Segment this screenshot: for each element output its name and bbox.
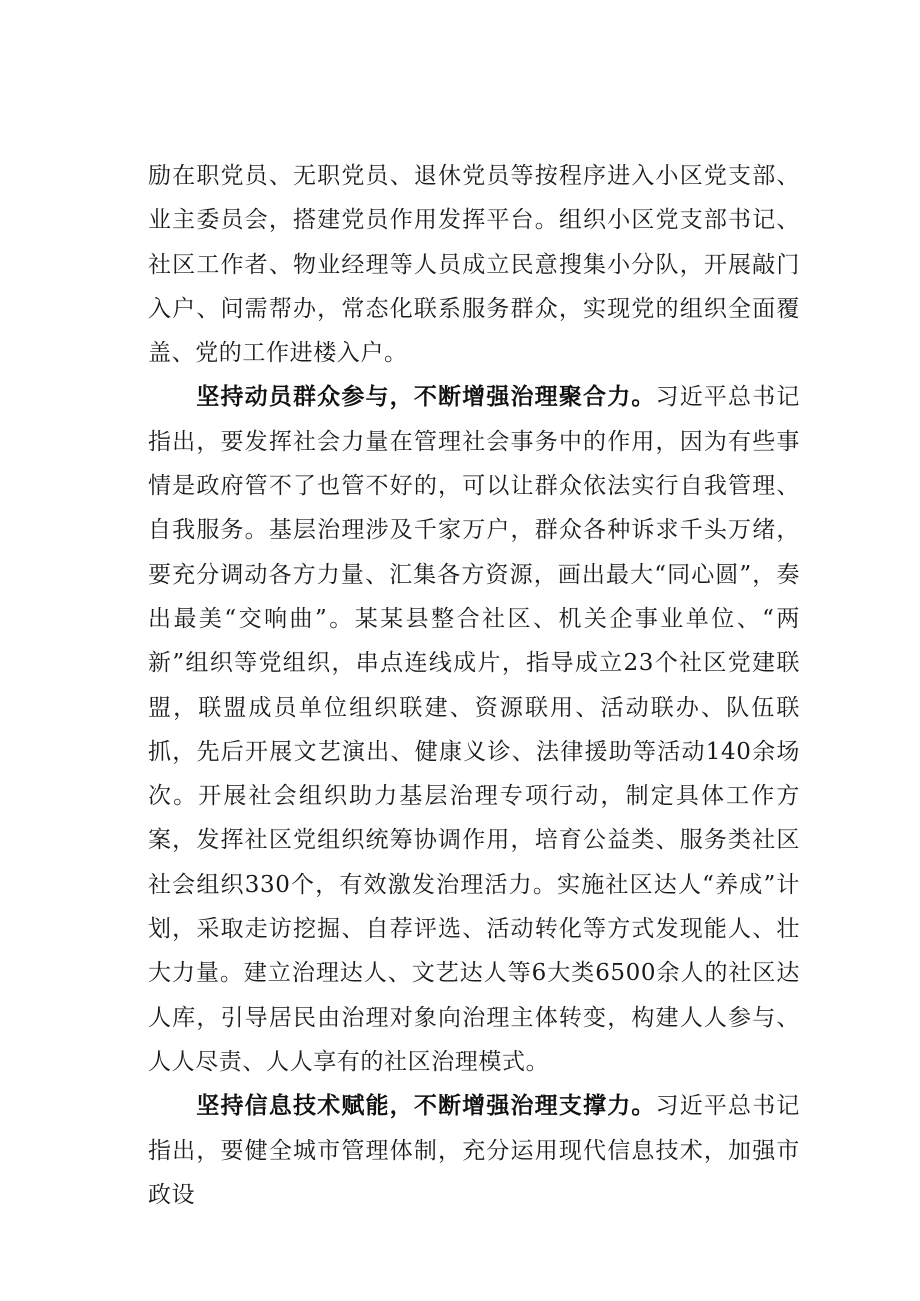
- paragraph-2-heading: 坚持动员群众参与，不断增强治理聚合力。: [196, 383, 656, 411]
- paragraph-1: [148, 154, 800, 375]
- paragraph-3-heading: 坚持信息技术赋能，不断增强治理支撑力。: [196, 1092, 656, 1120]
- paragraph-3-body: 习近平总书记指出，要健全城市管理体制，充分运用现代信息技术，加强市政设: [148, 1093, 800, 1208]
- document-body: [148, 154, 800, 1217]
- paragraph-3: [148, 1084, 800, 1217]
- paragraph-2-body: 习近平总书记指出，要发挥社会力量在管理社会事务中的作用，因为有些事情是政府管不了也管不好的，可以让群众依法实行自我管理、自我服务。基层治理涉及千家万户，群众各种诉求千头万绪，要充分调动各方力量、汇集各方资源，画出最大“同心圆”，奏出最美“交响曲”。某某县整合社区、机关企事业单位、“两新”组织等党组织，串点连线成片，指导成立23个社区党建联盟，联盟成员单位组织联建、资源联用、活动联办、队伍联抓，先后开展文艺演出、健康义诊、法律援助等活动140余场次。开展社会组织助力基层治理专项行动，制定具体工作方案，发挥社区党组织统筹协调作用，培育公益类、服务类社区社会组织330个，有效激发治理活力。实施社区达人“养成”计划，采取走访挖掘、自荐评选、活动转化等方式发现能人、壮大力量。建立治理达人、文艺达人等6大类6500余人的社区达人库，引导居民由治理对象向治理主体转变，构建人人参与、人人尽责、人人享有的社区治理模式。: [148, 384, 800, 1075]
- paragraph-1-body: 励在职党员、无职党员、退休党员等按程序进入小区党支部、业主委员会，搭建党员作用发挥平台。组织小区党支部书记、社区工作者、物业经理等人员成立民意搜集小分队，开展敲门入户、问需帮办，常态化联系服务群众，实现党的组织全面覆盖、党的工作进楼入户。: [148, 163, 800, 367]
- paragraph-2: [148, 375, 800, 1084]
